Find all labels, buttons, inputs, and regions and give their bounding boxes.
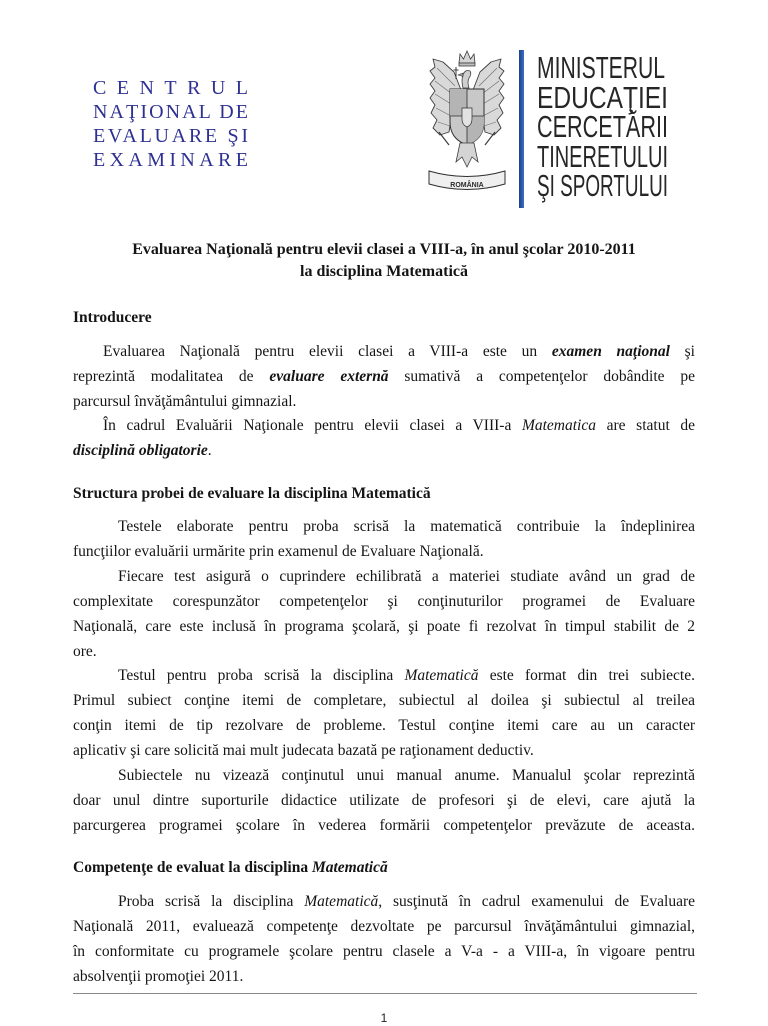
document-title [40, 239, 728, 283]
paragraph-line [73, 714, 695, 739]
ministry-name-line [537, 109, 752, 144]
paragraph-line [73, 814, 695, 839]
text-run: , susţinută în cadrul examenului de Evaluare [378, 893, 695, 910]
text-run: Testele elaborate pentru proba scrisă la matematică contribuie la îndeplinirea [118, 518, 695, 535]
cnee-name-line [93, 100, 258, 124]
cnee-name [93, 76, 258, 172]
text-run: Evaluarea Naţională pentru elevii clasei a VIII-a este un [103, 343, 552, 360]
emphasis-run: disciplină obligatorie [73, 442, 208, 459]
text-run: În cadrul Evaluării Naţionale pentru elevii clasei a VIII-a [103, 417, 522, 435]
document-title-line: Evaluarea Naţională pentru elevii clasei a VIII-a, în anul şcolar 2010-2011 [132, 241, 636, 258]
cnee-name-line [93, 148, 258, 172]
cnee-name-line-text: NAŢIONAL DE [93, 101, 251, 123]
paragraph-line [73, 615, 695, 640]
text-run: conţin itemi de tip rezolvare de probleme. Testul conţine itemi care au un caracter [73, 717, 695, 735]
text-run: sumativă a competenţelor dobândite pe [388, 367, 695, 385]
text-run: Naţională, care este inclusă în programa şcolară, şi poate fi rezolvat în timpul stabilit de 2 [73, 617, 695, 635]
paragraph-line [73, 789, 695, 814]
emphasis-run: evaluare externă [269, 367, 389, 385]
emphasis-run: Matematică [404, 667, 479, 685]
coat-of-arms-banner [429, 171, 505, 190]
text-run: Fiecare test asigură o cuprindere echilibrată a materiei studiate având un grad de [118, 567, 695, 585]
emphasis-run: examen naţional [551, 343, 670, 360]
paragraph-line [73, 914, 695, 939]
text-run: doar unul dintre suporturile didactice utilizate de profesori şi de elevi, care ajută la [73, 791, 695, 809]
paragraph-introducere [73, 340, 695, 464]
paragraph-line [73, 540, 695, 565]
paragraph-line [73, 939, 695, 964]
text-run: Subiectele nu vizează conţinutul unui manual anume. Manualul şcolar reprezintă [118, 767, 695, 785]
ministry-name-line [537, 79, 752, 115]
text-run: parcursul învăţământului gimnazial. [73, 392, 297, 410]
section-heading-structura: Structura probei de evaluare la disciplina Matematică [73, 485, 431, 502]
crown-points [459, 51, 475, 63]
paragraph-line [73, 439, 695, 464]
paragraph-line [73, 515, 695, 540]
paragraph-structura [73, 515, 695, 839]
eagle-neck [462, 71, 471, 89]
heading-emphasis-run: Matematică [311, 859, 388, 876]
footer-divider [73, 993, 697, 994]
paragraph-competente [73, 889, 695, 989]
text-run: aplicativ şi care solicită mai mult judecata bazată pe raţionament deductiv. [73, 742, 534, 760]
text-run: în conformitate cu programele şcolare pentru clasele a V-a - a VIII-a, în vigoare pentru [73, 943, 695, 960]
text-run: este format din trei subiecte. [478, 667, 695, 685]
ministry-logo-bar [519, 50, 524, 208]
coat-of-arms-shield-icon [450, 89, 484, 145]
ministry-name-line-text: EDUCAŢIEI [537, 79, 668, 115]
text-run: şi [669, 343, 695, 360]
ministry-name-line-text: CERCETĂRII [537, 109, 668, 144]
text-run: . [207, 442, 212, 459]
paragraph-line [73, 640, 695, 665]
text-run: Proba scrisă la disciplina [118, 893, 305, 910]
text-run: ore. [73, 642, 97, 660]
paragraph-line [73, 590, 695, 615]
text-run: absolvenţii promoţiei 2011. [73, 968, 244, 985]
text-run: Primul subiect conţine itemi de completare, subiectul al doilea şi subiectul al treilea [73, 692, 695, 710]
ministry-name-line-text: MINISTERUL [537, 50, 665, 85]
section-heading-competente [73, 856, 695, 880]
cnee-name-line [93, 124, 258, 148]
paragraph-line [73, 739, 695, 764]
coat-of-arms-crown-icon [459, 51, 475, 66]
eagle-beak [458, 73, 463, 77]
paragraph-line [73, 414, 695, 439]
text-run: reprezintă modalitatea de [73, 367, 270, 385]
paragraph-line [73, 664, 695, 689]
section-heading-introducere: Introducere [73, 309, 152, 326]
crown-band [459, 63, 475, 66]
eagle-tail [456, 143, 478, 167]
page-number: 1 [380, 1011, 388, 1025]
paragraph-line [73, 565, 695, 590]
ministry-name-line [537, 50, 752, 85]
paragraph-line [73, 365, 695, 390]
text-run: are statut de [596, 417, 696, 435]
paragraph-line [73, 889, 695, 914]
cnee-name-line [93, 76, 258, 100]
coat-of-arms-banner-text: ROMÂNIA [450, 182, 484, 189]
emphasis-run: Matematică [304, 893, 379, 910]
ministry-name-line-text: TINERETULUI [537, 138, 668, 174]
heading-text-run: Competenţe de evaluat la disciplina [73, 859, 312, 876]
paragraph-line [73, 764, 695, 789]
ministry-name-line [537, 168, 752, 203]
text-run: complexitate corespunzător competenţelor şi conţinuturilor programei de Evaluare [73, 592, 695, 610]
ministry-name-line [537, 138, 752, 174]
emphasis-run: Matematica [521, 417, 596, 435]
ministry-name-line-text: ŞI SPORTULUI [537, 168, 668, 203]
text-run: Testul pentru proba scrisă la disciplina [118, 667, 405, 685]
document-title-line: la disciplina Matematică [300, 263, 468, 280]
paragraph-line [73, 340, 695, 365]
paragraph-line [73, 390, 695, 415]
paragraph-line [73, 689, 695, 714]
text-run: funcţiilor evaluării urmărite prin examenul de Evaluare Naţională. [73, 542, 484, 560]
cnee-name-line-text: EVALUARE ŞI [93, 125, 251, 147]
ministry-name [537, 50, 752, 203]
coat-of-arms-logo [427, 48, 507, 198]
paragraph-line [73, 964, 695, 989]
text-run: parcurgerea programei şcolare în vederea formării competenţelor prevăzute de aceasta. [73, 816, 695, 834]
text-run: Naţională 2011, evaluează competenţe dezvoltate pe parcursul învăţământului gimnazial, [73, 918, 695, 935]
shield-escutcheon [462, 108, 472, 127]
cnee-name-line-text: EXAMINARE [93, 149, 253, 171]
cnee-name-line-text: CENTRUL [93, 77, 259, 99]
